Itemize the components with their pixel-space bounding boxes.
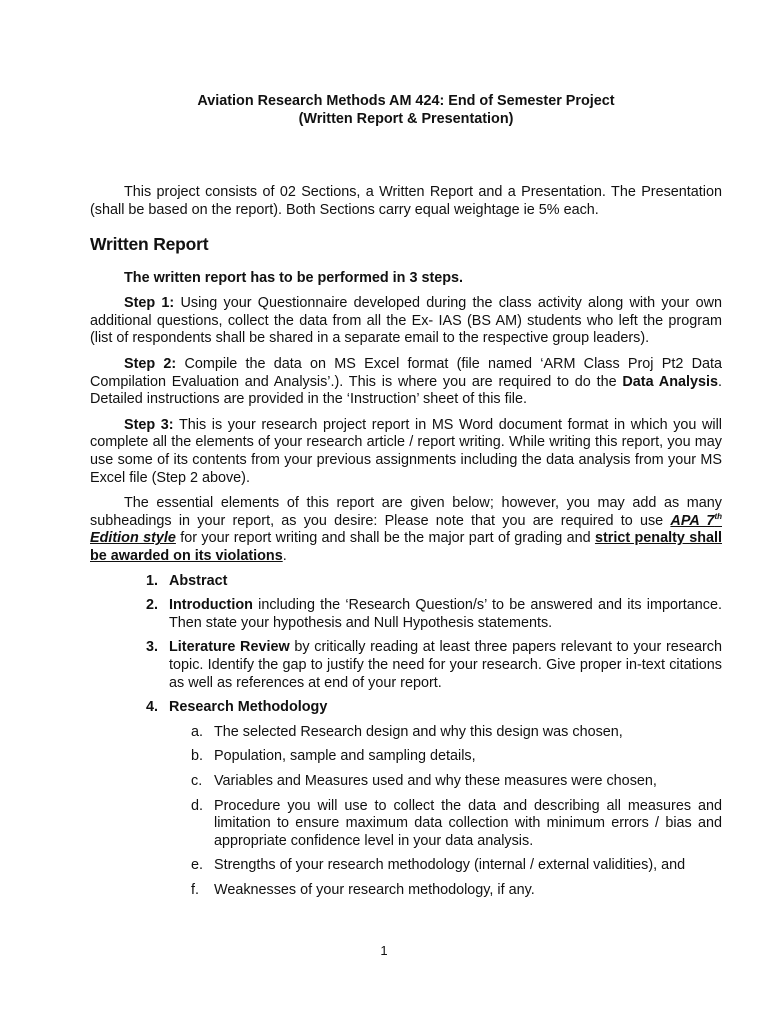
report-elements-list (90, 573, 722, 900)
step-2-text-after: . Detailed instructions are provided in the ‘Instruction’ sheet of this file. (90, 373, 722, 408)
sublist-text: Procedure you will use to collect the data and describing all measures and limitation to ensure maximum data collection with minimum errors / bias and appropriate confidence level in your data analysis. (214, 797, 722, 849)
step-2-paragraph (90, 356, 722, 409)
sublist-item (169, 773, 722, 791)
step-3-text: This is your research project report in MS Word document format in which you will complete all the elements of your research article / report writing. While writing this report, you may use some of its contents from your previous assignments including the data analysis from your MS Excel file (Step 2 above). (90, 416, 722, 486)
page-number: 1 (380, 943, 388, 958)
step-2-label: Step 2: (124, 356, 177, 373)
sublist-item (169, 857, 722, 875)
list-item-title: Abstract (169, 572, 228, 589)
list-number: 3. (146, 639, 159, 656)
sublist-item (169, 724, 722, 742)
elements-text-1: The essential elements of this report are given below; however, you may add as many subheadings in your report, as you desire: Please note that you are required to use (90, 495, 722, 529)
sublist-item (169, 882, 722, 900)
sublist-letter: b. (191, 748, 204, 765)
step-2-bold-data-analysis: Data Analysis (622, 373, 718, 390)
step-3-paragraph (90, 417, 722, 487)
list-item-title: Research Methodology (169, 699, 328, 716)
step-3-label: Step 3: (124, 416, 174, 433)
strict-penalty-emphasis: strict penalty shall be awarded on its violations (90, 530, 723, 565)
step-2-text-before: Compile the data on MS Excel format (file named ‘ARM Class Proj Pt2 Data Compilation Evaluation and Analysis’.). This is where you are required to do the (90, 356, 722, 390)
title-line-2: (Written Report & Presentation) (298, 111, 514, 127)
list-item-title: Literature Review (169, 639, 290, 656)
sublist-text: Population, sample and sampling details, (214, 748, 476, 765)
apa-text-b: Edition style (90, 530, 176, 547)
essential-elements-paragraph (90, 495, 722, 565)
sublist-item (169, 798, 722, 851)
section-heading-written-report: Written Report (90, 234, 209, 255)
step-1-text: Using your Questionnaire developed during the class activity along with your own additional questions, collect the data from all the Ex- IAS (BS AM) students who left the program (list of respondents shall be shared in a separate email to the respective group leaders). (90, 295, 722, 347)
sublist-letter: c. (191, 772, 203, 789)
elements-text-3: . (282, 548, 287, 565)
list-item-abstract (124, 573, 722, 591)
list-item-title: Introduction (169, 597, 253, 614)
sublist-text: Weaknesses of your research methodology, if any. (214, 881, 535, 898)
sublist-item (169, 748, 722, 766)
elements-text-2: for your report writing and shall be the major part of grading and (175, 530, 595, 547)
methodology-sublist (169, 724, 722, 900)
list-item-text: by critically reading at least three papers relevant to your research topic. Identify the gap to justify the need for your research. Give proper in-text citations as well as references at end of your report. (169, 639, 722, 691)
list-number: 2. (146, 597, 159, 614)
title-line-1: Aviation Research Methods AM 424: End of Semester Project (197, 93, 615, 109)
step-1-label: Step 1: (124, 295, 175, 312)
sublist-letter: a. (191, 723, 204, 740)
apa-text-a: APA 7 (670, 512, 715, 529)
list-item-text: including the ‘Research Question/s’ to be answered and its importance. Then state your hypothesis and Null Hypothesis statements. (169, 597, 722, 631)
sublist-text: The selected Research design and why this design was chosen, (214, 723, 623, 740)
sublist-letter: e. (191, 857, 204, 874)
sublist-letter: d. (191, 797, 204, 814)
steps-lead: The written report has to be performed in 3 steps. (124, 269, 464, 286)
sublist-text: Variables and Measures used and why these measures were chosen, (214, 772, 657, 789)
sublist-letter: f. (191, 881, 199, 898)
sublist-text: Strengths of your research methodology (internal / external validities), and (214, 857, 686, 874)
list-number: 4. (146, 699, 159, 716)
apa-superscript: th (714, 512, 722, 522)
document-title (90, 92, 722, 128)
intro-paragraph: This project consists of 02 Sections, a Written Report and a Presentation. The Presentation (shall be based on the report). Both Sections carry equal weightage ie 5% each. (90, 184, 722, 218)
list-item-research-methodology (124, 699, 722, 899)
list-item-literature-review (124, 639, 722, 692)
list-number: 1. (146, 572, 159, 589)
step-1-paragraph (90, 295, 722, 348)
list-item-introduction (124, 597, 722, 632)
